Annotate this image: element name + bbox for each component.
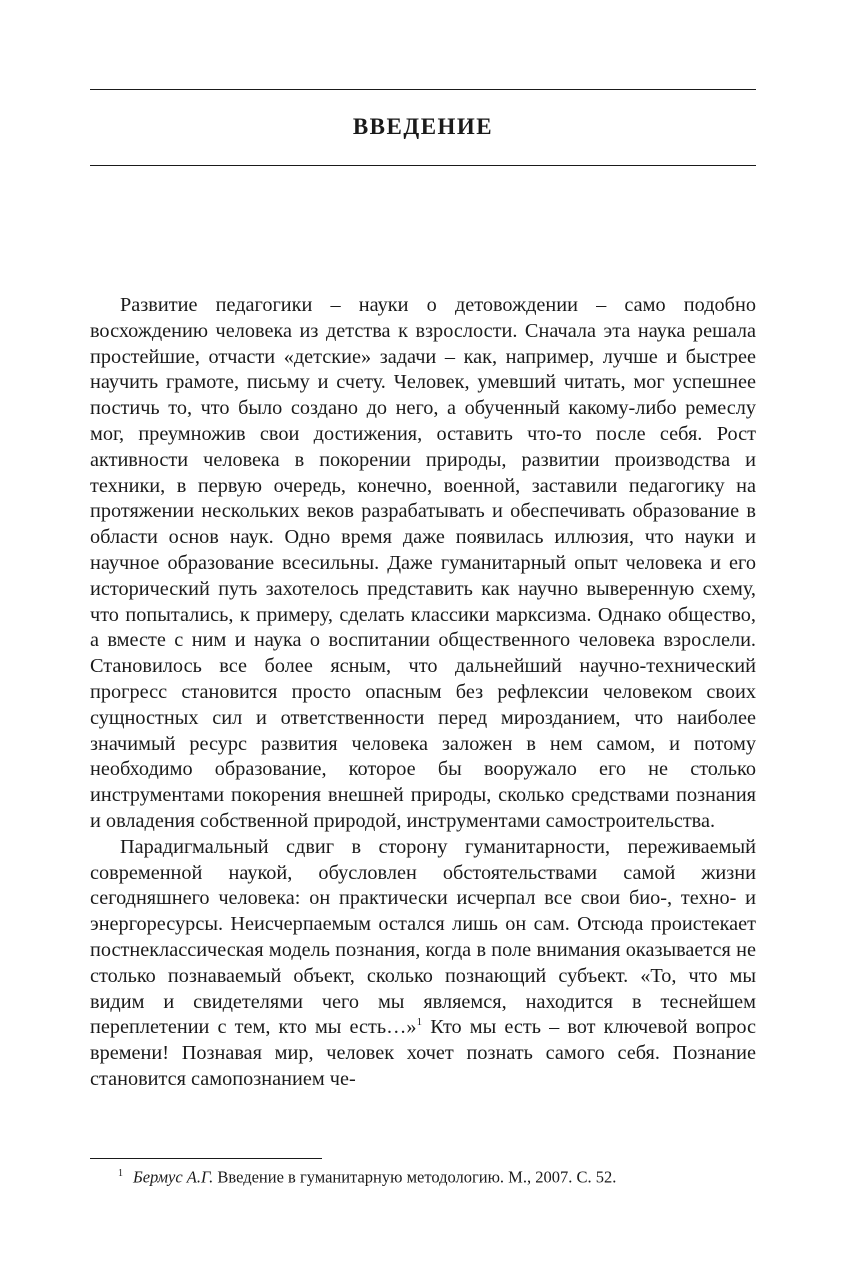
footnote-number: 1 (118, 1168, 123, 1179)
footnote-separator (90, 1158, 322, 1159)
footnote (118, 1163, 758, 1189)
paragraph-2 (90, 835, 756, 1093)
chapter-title: ВВЕДЕНИЕ (352, 114, 494, 139)
footnote-text: Введение в гуманитарную методологию. М., 2007. С. 52. (213, 1167, 617, 1187)
body-text (90, 293, 756, 1093)
footnote-author: Бермус А.Г. (133, 1167, 214, 1187)
paragraph-2-text: Парадигмальный сдвиг в сторону гуманитарности, переживаемый современной наукой, обусловлен обстоятельствами самой жизни сегодняшнего человека: он практически исчерпал все свои био-, техно- и энергоресурсы. Неисчерпаемым остался лишь он сам. Отсюда проистекает постнеклассическая модель познания, когда в поле внимания оказывается не столько познаваемый объект, сколько познающий субъект. «То, что мы видим и свидетелями чего мы являемся, находится в теснейшем переплетении с тем, кто мы есть…» (90, 835, 756, 1039)
header-rule-top (90, 89, 756, 90)
paragraph-1: Развитие педагогики – науки о детовождении – само подобно восхождению человека из детства к взрослости. Сначала эта наука решала простейшие, отчасти «детские» задачи – как, например, лучше и быстрее научить грамоте, письму и счету. Человек, умевший читать, мог успешнее постичь то, что было создано до него, а обученный какому-либо ремеслу мог, преумножив свои достижения, оставить что-то после себя. Рост активности человека в покорении природы, развитии производства и техники, в первую очередь, конечно, военной, заставили педагогику на протяжении нескольких веков разрабатывать и обеспечивать образование в области основ наук. Одно время даже появилась иллюзия, что науки и научное образование всесильны. Даже гуманитарный опыт человека и его исторический путь захотелось представить как научно выверенную схему, что попытались, к примеру, сделать классики марксизма. Однако общество, а вместе с ним и наука о воспитании общественного человека взрослели. Становилось все более ясным, что дальнейший научно-технический прогресс становится просто опасным без рефлексии человеком своих сущностных сил и ответственности перед мирозданием, что наиболее значимый ресурс развития человека заложен в нем самом, и потому необходимо образование, которое бы вооружало его не столько инструментами покорения внешней природы, сколько средствами познания и овладения собственной природой, инструментами самостроительства. (90, 294, 756, 832)
paragraph-2-continuation: Кто мы есть – вот ключевой вопрос времени! Познавая мир, человек хочет познать самого себя. Познание становится самопознанием че- (90, 1016, 756, 1090)
header-rule-bottom (90, 165, 756, 166)
footnote-reference: 1 (416, 1016, 423, 1029)
